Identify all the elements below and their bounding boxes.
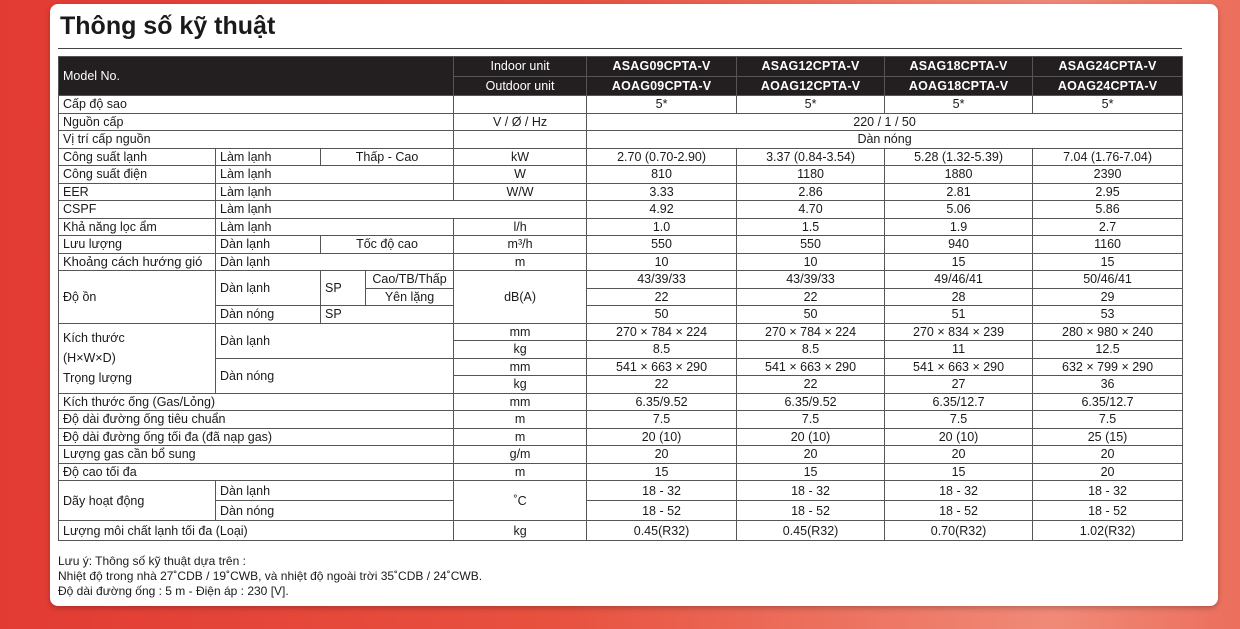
indoor-unit-label: Indoor unit (454, 57, 587, 77)
value-cell: 28 (885, 288, 1033, 306)
value-cell: 15 (737, 463, 885, 481)
unit-cell: mm (454, 358, 587, 376)
value-cell: 220 / 1 / 50 (587, 113, 1183, 131)
row-label: Kích thước ống (Gas/Lỏng) (59, 393, 454, 411)
value-cell: 18 - 52 (587, 501, 737, 521)
value-cell: 5* (885, 96, 1033, 114)
value-cell: 550 (737, 236, 885, 254)
table-row (59, 481, 1183, 501)
table-row (59, 201, 1183, 219)
sub-cell: Thấp - Cao (321, 148, 454, 166)
value-cell: 0.45(R32) (587, 521, 737, 541)
note-line: Độ dài đường ống : 5 m - Điện áp : 230 [V]. (58, 584, 289, 598)
unit-cell (454, 131, 587, 149)
value-cell: 270 × 784 × 224 (587, 323, 737, 341)
unit-cell: m (454, 253, 587, 271)
row-label: CSPF (59, 201, 216, 219)
mode-cell: Làm lạnh (216, 148, 321, 166)
value-cell: 1.5 (737, 218, 885, 236)
value-cell: 7.5 (885, 411, 1033, 429)
unit-cell: ˚C (454, 481, 587, 521)
row-label: Khoảng cách hướng gió (59, 253, 216, 271)
value-cell: 0.70(R32) (885, 521, 1033, 541)
sub-cell: Yên lặng (366, 288, 454, 306)
row-label: Lưu lượng (59, 236, 216, 254)
outdoor-model: AOAG12CPTA-V (737, 76, 885, 96)
row-label: Nguồn cấp (59, 113, 454, 131)
value-cell: 2.7 (1033, 218, 1183, 236)
value-cell: 18 - 32 (885, 481, 1033, 501)
page-title: Thông số kỹ thuật (60, 12, 276, 40)
row-label: Độ ồn (59, 271, 216, 324)
sp-cell: SP (321, 306, 454, 324)
value-cell: 7.5 (1033, 411, 1183, 429)
table-row (59, 446, 1183, 464)
row-label: Độ dài đường ống tối đa (đã nạp gas) (59, 428, 454, 446)
unit-cell (454, 96, 587, 114)
value-cell: 20 (1033, 446, 1183, 464)
value-cell: 10 (587, 253, 737, 271)
header-row-indoor (59, 57, 1183, 77)
row-label: Dãy hoạt động (59, 481, 216, 521)
model-no-label: Model No. (59, 57, 454, 96)
value-cell: 50/46/41 (1033, 271, 1183, 289)
mode-cell: Dàn lạnh (216, 481, 454, 501)
value-cell: 20 (10) (587, 428, 737, 446)
row-label: Công suất lạnh (59, 148, 216, 166)
value-cell: 1.0 (587, 218, 737, 236)
value-cell: 15 (587, 463, 737, 481)
value-cell: 20 (885, 446, 1033, 464)
value-cell: 5* (1033, 96, 1183, 114)
value-cell: 270 × 834 × 239 (885, 323, 1033, 341)
unit-cell: kg (454, 521, 587, 541)
value-cell: 8.5 (587, 341, 737, 359)
value-cell: 43/39/33 (737, 271, 885, 289)
unit-cell: V / Ø / Hz (454, 113, 587, 131)
mode-cell: Làm lạnh (216, 183, 454, 201)
table-row (59, 393, 1183, 411)
sp-cell: SP (321, 271, 366, 306)
indoor-model: ASAG12CPTA-V (737, 57, 885, 77)
table-row (59, 521, 1183, 541)
unit-cell: kg (454, 341, 587, 359)
indoor-model: ASAG09CPTA-V (587, 57, 737, 77)
table-row (59, 253, 1183, 271)
value-cell: 20 (1033, 463, 1183, 481)
value-cell: 3.37 (0.84-3.54) (737, 148, 885, 166)
footnotes (58, 554, 482, 599)
mode-cell: Dàn lạnh (216, 323, 454, 358)
mode-cell: Làm lạnh (216, 201, 587, 219)
sub-cell: Cao/TB/Thấp (366, 271, 454, 289)
value-cell: 22 (737, 288, 885, 306)
unit-cell: kg (454, 376, 587, 394)
value-cell: 49/46/41 (885, 271, 1033, 289)
outdoor-model: AOAG24CPTA-V (1033, 76, 1183, 96)
table-row (59, 148, 1183, 166)
table-row (59, 183, 1183, 201)
row-label: Cấp độ sao (59, 96, 454, 114)
row-label: Lượng gas cần bổ sung (59, 446, 454, 464)
value-cell: 10 (737, 253, 885, 271)
value-cell: 8.5 (737, 341, 885, 359)
value-cell: 27 (885, 376, 1033, 394)
value-cell: 4.70 (737, 201, 885, 219)
value-cell: 5* (587, 96, 737, 114)
value-cell: 7.04 (1.76-7.04) (1033, 148, 1183, 166)
value-cell: 22 (587, 376, 737, 394)
table-row (59, 113, 1183, 131)
value-cell: 18 - 52 (1033, 501, 1183, 521)
value-cell: 5.86 (1033, 201, 1183, 219)
value-cell: 25 (15) (1033, 428, 1183, 446)
unit-cell: m³/h (454, 236, 587, 254)
mode-cell: Làm lạnh (216, 218, 454, 236)
indoor-model: ASAG18CPTA-V (885, 57, 1033, 77)
unit-cell: mm (454, 323, 587, 341)
value-cell: 50 (737, 306, 885, 324)
value-cell: 1880 (885, 166, 1033, 184)
value-cell: 280 × 980 × 240 (1033, 323, 1183, 341)
unit-cell: mm (454, 393, 587, 411)
value-cell: 18 - 52 (885, 501, 1033, 521)
value-cell: 4.92 (587, 201, 737, 219)
value-cell: 632 × 799 × 290 (1033, 358, 1183, 376)
value-cell: 6.35/9.52 (737, 393, 885, 411)
value-cell: 22 (587, 288, 737, 306)
value-cell: 1160 (1033, 236, 1183, 254)
note-line: Lưu ý: Thông số kỹ thuật dựa trên : (58, 554, 246, 568)
table-row (59, 306, 1183, 324)
table-row (59, 501, 1183, 521)
unit-cell: l/h (454, 218, 587, 236)
mode-cell: Dàn nóng (216, 306, 321, 324)
value-cell: 0.45(R32) (737, 521, 885, 541)
value-cell: 15 (885, 463, 1033, 481)
value-cell: 22 (737, 376, 885, 394)
value-cell: 50 (587, 306, 737, 324)
table-row (59, 218, 1183, 236)
note-line: Nhiệt độ trong nhà 27˚CDB / 19˚CWB, và nhiệt độ ngoài trời 35˚CDB / 24˚CWB. (58, 569, 483, 583)
table-row (59, 271, 1183, 289)
weight-label: Trọng lượng (63, 371, 132, 385)
value-cell: 7.5 (737, 411, 885, 429)
value-cell: 270 × 784 × 224 (737, 323, 885, 341)
value-cell: 5.06 (885, 201, 1033, 219)
value-cell: 7.5 (587, 411, 737, 429)
indoor-model: ASAG24CPTA-V (1033, 57, 1183, 77)
mode-cell: Dàn nóng (216, 501, 454, 521)
value-cell: 43/39/33 (587, 271, 737, 289)
unit-cell: m (454, 428, 587, 446)
value-cell: 20 (10) (885, 428, 1033, 446)
value-cell: 18 - 52 (737, 501, 885, 521)
unit-cell: dB(A) (454, 271, 587, 324)
value-cell: 2.70 (0.70-2.90) (587, 148, 737, 166)
row-label: Công suất điện (59, 166, 216, 184)
value-cell: 6.35/9.52 (587, 393, 737, 411)
value-cell: 18 - 32 (737, 481, 885, 501)
outdoor-model: AOAG18CPTA-V (885, 76, 1033, 96)
sub-cell: Tốc độ cao (321, 236, 454, 254)
dimension-format: (H×W×D) (63, 351, 116, 365)
value-cell: 3.33 (587, 183, 737, 201)
value-cell: 11 (885, 341, 1033, 359)
value-cell: 5.28 (1.32-5.39) (885, 148, 1033, 166)
table-row (59, 463, 1183, 481)
row-label: EER (59, 183, 216, 201)
mode-cell: Dàn lạnh (216, 253, 454, 271)
table-row (59, 411, 1183, 429)
value-cell: 6.35/12.7 (885, 393, 1033, 411)
row-label (59, 323, 216, 393)
value-cell: 541 × 663 × 290 (885, 358, 1033, 376)
value-cell: 2.81 (885, 183, 1033, 201)
value-cell: 15 (885, 253, 1033, 271)
value-cell: 20 (737, 446, 885, 464)
value-cell: 20 (10) (737, 428, 885, 446)
mode-cell: Dàn lạnh (216, 271, 321, 306)
value-cell: 29 (1033, 288, 1183, 306)
value-cell: 541 × 663 × 290 (587, 358, 737, 376)
mode-cell: Dàn lạnh (216, 236, 321, 254)
value-cell: 1.9 (885, 218, 1033, 236)
unit-cell: kW (454, 148, 587, 166)
unit-cell: m (454, 463, 587, 481)
mode-cell: Dàn nóng (216, 358, 454, 393)
value-cell: 2390 (1033, 166, 1183, 184)
row-label: Độ dài đường ống tiêu chuẩn (59, 411, 454, 429)
row-label: Lượng môi chất lạnh tối đa (Loại) (59, 521, 454, 541)
value-cell: 51 (885, 306, 1033, 324)
value-cell: 810 (587, 166, 737, 184)
row-label: Vị trí cấp nguồn (59, 131, 454, 149)
title-divider (58, 48, 1182, 49)
value-cell: 6.35/12.7 (1033, 393, 1183, 411)
mode-cell: Làm lạnh (216, 166, 454, 184)
row-label: Độ cao tối đa (59, 463, 454, 481)
table-row (59, 166, 1183, 184)
table-row (59, 428, 1183, 446)
table-row (59, 323, 1183, 341)
unit-cell: W (454, 166, 587, 184)
value-cell: Dàn nóng (587, 131, 1183, 149)
value-cell: 1180 (737, 166, 885, 184)
table-row (59, 236, 1183, 254)
dimension-label: Kích thước (63, 331, 125, 345)
value-cell: 12.5 (1033, 341, 1183, 359)
value-cell: 5* (737, 96, 885, 114)
row-label: Khả năng lọc ẩm (59, 218, 216, 236)
value-cell: 1.02(R32) (1033, 521, 1183, 541)
table-row (59, 131, 1183, 149)
value-cell: 940 (885, 236, 1033, 254)
value-cell: 2.95 (1033, 183, 1183, 201)
value-cell: 53 (1033, 306, 1183, 324)
table-row (59, 358, 1183, 376)
value-cell: 15 (1033, 253, 1183, 271)
value-cell: 20 (587, 446, 737, 464)
table-row (59, 96, 1183, 114)
unit-cell: m (454, 411, 587, 429)
value-cell: 36 (1033, 376, 1183, 394)
value-cell: 2.86 (737, 183, 885, 201)
unit-cell: g/m (454, 446, 587, 464)
spec-card (50, 4, 1218, 606)
outdoor-unit-label: Outdoor unit (454, 76, 587, 96)
value-cell: 18 - 32 (587, 481, 737, 501)
spec-table (58, 56, 1183, 541)
outdoor-model: AOAG09CPTA-V (587, 76, 737, 96)
unit-cell: W/W (454, 183, 587, 201)
value-cell: 18 - 32 (1033, 481, 1183, 501)
value-cell: 541 × 663 × 290 (737, 358, 885, 376)
value-cell: 550 (587, 236, 737, 254)
